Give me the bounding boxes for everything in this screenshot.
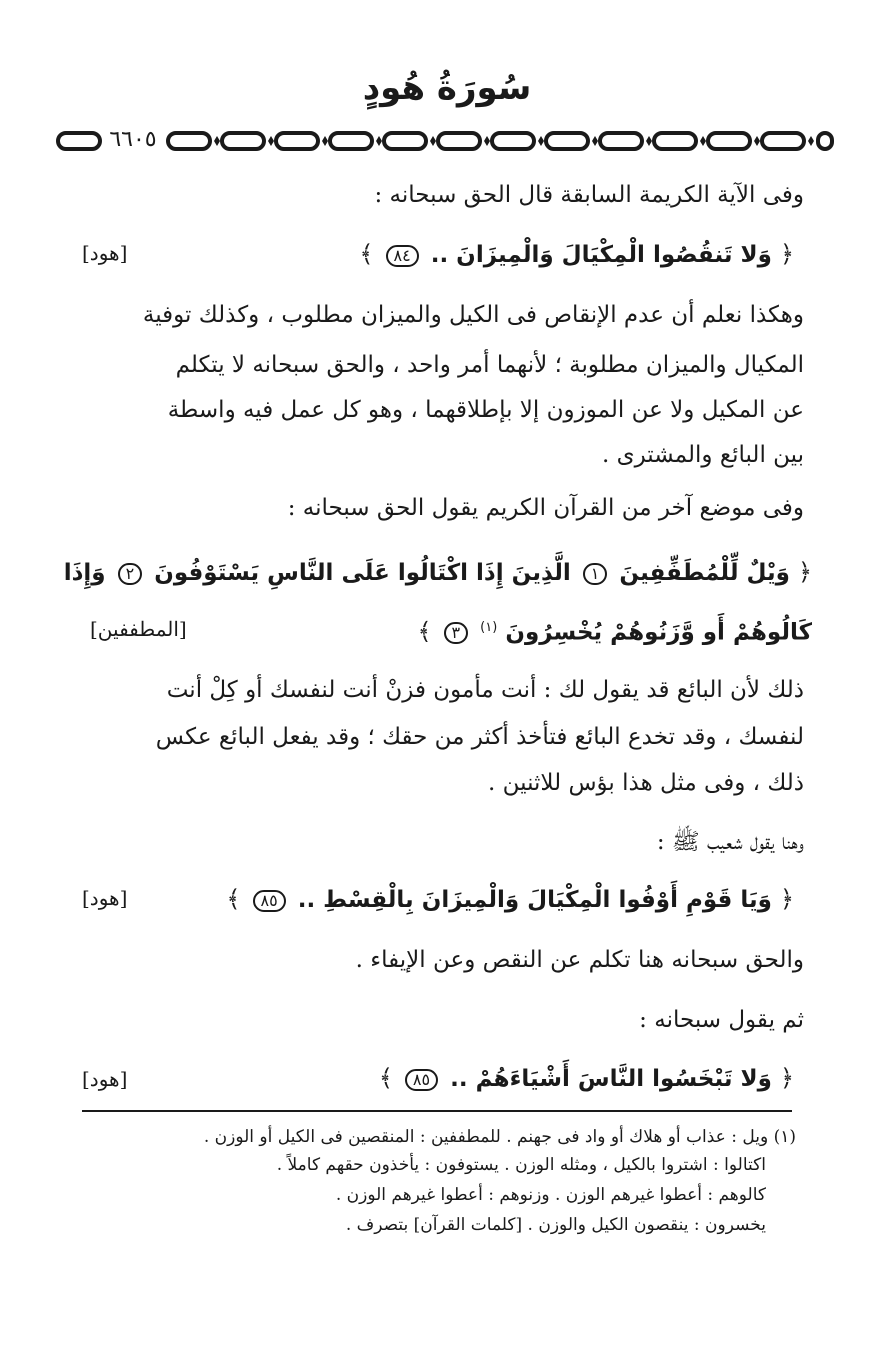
paragraph-line: المكيال والميزان مطلوبة ؛ لأنهما أمر واحد ، والحق سبحانه لا يتكلم: [175, 352, 804, 378]
page-number: ٦٦٠٥: [103, 126, 163, 154]
verse-text: كَالُوهُمْ أَو وَّزَنُوهُمْ يُخْسِرُونَ: [505, 619, 812, 646]
verse-open-ornament: ﴿: [779, 1064, 794, 1092]
verse-text: وَلا تَنقُصُوا الْمِكْيَالَ وَالْمِيزَانَ ..: [430, 242, 772, 268]
paragraph-line: ذلك ، وفى مثل هذا بؤس للاثنين .: [488, 770, 804, 796]
verse-text: وَإِذَا: [63, 560, 106, 586]
quran-verse: [379, 1062, 794, 1095]
verse-open-ornament: ﴿: [779, 240, 794, 268]
verse-source: [هود]: [82, 886, 128, 910]
footnote-line: اكتالوا : اشتروا بالكيل ، ومثله الوزن . يستوفون : يأخذون حقهم كاملاً .: [276, 1155, 766, 1175]
verse-close-ornament: ﴾: [417, 617, 432, 646]
footnote-marker: (١): [480, 620, 498, 635]
footnote-divider: [82, 1110, 792, 1112]
paragraph-line: ذلك لأن البائع قد يقول لك : أنت مأمون فزنْ أنت لنفسك أو كِلْ أنت: [166, 677, 804, 703]
verse-close-ornament: ﴾: [378, 1064, 393, 1092]
verse-text: وَيْلٌ لِّلْمُطَفِّفِينَ: [619, 560, 790, 586]
intro-line: ثم يقول سبحانه :: [639, 1007, 804, 1033]
quran-verse: [226, 883, 794, 916]
chain-border-graphic: [56, 128, 836, 154]
ayah-number: ٨٤: [386, 245, 419, 267]
intro-line: وفى موضع آخر من القرآن الكريم يقول الحق سبحانه :: [287, 495, 804, 521]
verse-source: [هود]: [82, 1067, 128, 1091]
footnote-line: يخسرون : ينقصون الكيل والوزن . [كلمات القرآن] بتصرف .: [345, 1215, 766, 1235]
verse-text: وَلا تَبْخَسُوا النَّاسَ أَشْيَاءَهُمْ ..: [450, 1066, 772, 1092]
verse-open-ornament: ﴿: [797, 558, 812, 586]
verse-close-ornament: ﴾: [359, 240, 374, 268]
quran-verse: [64, 556, 812, 589]
ayah-number: ١: [583, 563, 608, 585]
intro-line: وهنا يقول شعيب ﷺ :: [656, 829, 804, 855]
quran-verse: [417, 612, 812, 649]
verse-open-ornament: ﴿: [779, 885, 794, 913]
paragraph-line: لنفسك ، وقد تخدع البائع فتأخذ أكثر من حقك ؛ وقد يفعل البائع عكس: [155, 724, 804, 750]
intro-line: وفى الآية الكريمة السابقة قال الحق سبحانه :: [374, 182, 804, 208]
quran-verse: [359, 238, 794, 271]
footnote-line: (١) ويل : عذاب أو هلاك أو واد فى جهنم . للمطففين : المنقصين فى الكيل أو الوزن .: [203, 1127, 796, 1147]
ayah-number: ٨٥: [405, 1069, 438, 1091]
paragraph-line: وهكذا نعلم أن عدم الإنقاص فى الكيل والميزان مطلوب ، وكذلك توفية: [142, 302, 804, 328]
ayah-number: ٢: [118, 563, 143, 585]
footnote-line: كالوهم : أعطوا غيرهم الوزن . وزنوهم : أعطوا غيرهم الوزن .: [335, 1185, 766, 1205]
verse-text: الَّذِينَ إِذَا اكْتَالُوا عَلَى النَّاسِ يَسْتَوْفُونَ: [154, 560, 571, 586]
verse-source: [المطففين]: [90, 617, 187, 641]
ayah-number: ٣: [444, 622, 469, 644]
verse-close-ornament: ﴾: [226, 885, 241, 913]
paragraph-line: عن المكيل ولا عن الموزون إلا بإطلاقهما ، وهو كل عمل فيه واسطة: [167, 397, 804, 423]
paragraph-line: بين البائع والمشترى .: [601, 442, 804, 468]
surah-title: سُورَةُ هُودٍ: [362, 68, 532, 108]
ayah-number: ٨٥: [253, 890, 286, 912]
verse-text: وَيَا قَوْمِ أَوْفُوا الْمِكْيَالَ وَالْمِيزَانَ بِالْقِسْطِ ..: [297, 887, 772, 913]
paragraph-line: والحق سبحانه هنا تكلم عن النقص وعن الإيفاء .: [355, 947, 804, 973]
decorative-border: [56, 128, 836, 154]
verse-source: [هود]: [82, 241, 128, 265]
